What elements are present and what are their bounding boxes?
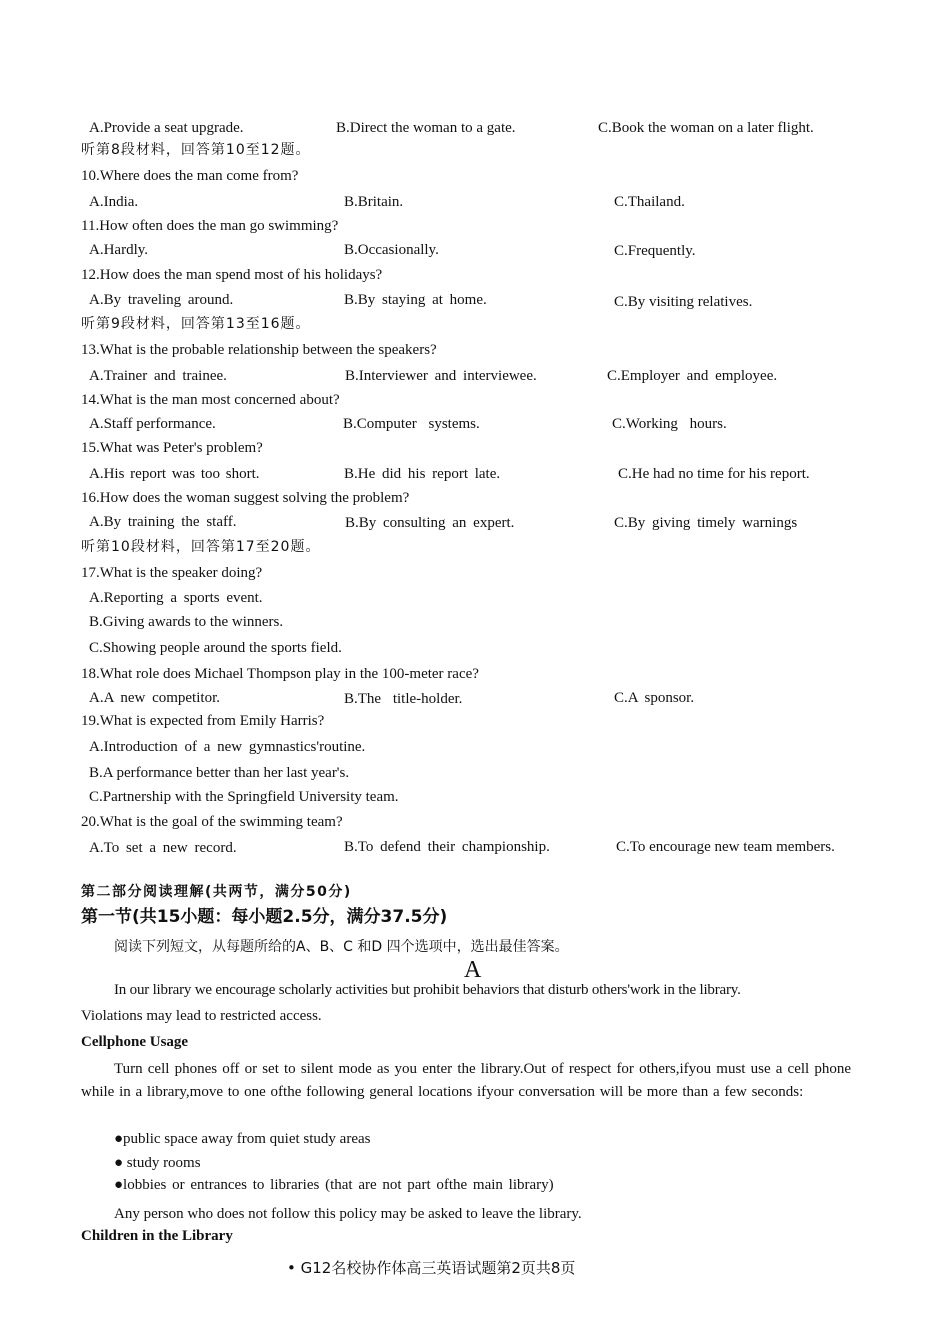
q18-option-b: B.The title-holder. xyxy=(344,691,463,707)
q13-option-c: C.Employer and employee. xyxy=(607,368,778,384)
q9-option-c: C.Book the woman on a later flight. xyxy=(598,120,814,136)
q13-stem: 13.What is the probable relationship between the speakers? xyxy=(81,342,437,358)
q15-option-c: C.He had no time for his report. xyxy=(618,466,810,482)
q15-option-b: B.He did his report late. xyxy=(344,466,501,482)
q12-option-c: C.By visiting relatives. xyxy=(614,294,753,310)
q19-option-c: C.Partnership with the Springfield University team. xyxy=(89,789,399,805)
q20-option-c: C.To encourage new team members. xyxy=(616,839,835,855)
q20-stem: 20.What is the goal of the swimming team? xyxy=(81,814,343,830)
q9-option-b: B.Direct the woman to a gate. xyxy=(336,120,516,136)
q12-option-b: B.By staying at home. xyxy=(344,292,487,308)
passage-intro-line-2: Violations may lead to restricted access. xyxy=(81,1008,322,1024)
q14-stem: 14.What is the man most concerned about? xyxy=(81,392,340,408)
q12-stem: 12.How does the man spend most of his holidays? xyxy=(81,267,383,283)
q10-option-c: C.Thailand. xyxy=(614,194,685,210)
q19-option-b: B.A performance better than her last year's. xyxy=(89,765,350,781)
section-1-title: 第一节(共15小题：每小题2.5分，满分37.5分) xyxy=(81,907,448,927)
q16-option-c: C.By giving timely warnings xyxy=(614,515,798,531)
q13-option-a: A.Trainer and trainee. xyxy=(89,368,227,384)
q14-option-b: B.Computer systems. xyxy=(343,416,480,432)
q9-option-a: A.Provide a seat upgrade. xyxy=(89,120,244,136)
q18-stem: 18.What role does Michael Thompson play in the 100-meter race? xyxy=(81,666,479,682)
q14-option-a: A.Staff performance. xyxy=(89,416,216,432)
q16-option-b: B.By consulting an expert. xyxy=(345,515,515,531)
bullet-lobbies: ●lobbies or entrances to libraries (that are not part ofthe main library) xyxy=(114,1177,554,1193)
cellphone-paragraph: Turn cell phones off or set to silent mode as you enter the library.Out of respect for others,ifyou must use a cell phone while in a library,move to one ofthe following general locations ifyour conversation will be more than a few seconds: xyxy=(81,1061,851,1100)
q11-option-a: A.Hardly. xyxy=(89,242,149,258)
passage-intro-line-1: In our library we encourage scholarly activities but prohibit behaviors that disturb others'work in the library. xyxy=(114,982,741,998)
page-footer: • G12名校协作体高三英语试题第2页共8页 xyxy=(287,1259,576,1277)
heading-children-in-library: Children in the Library xyxy=(81,1228,233,1244)
policy-paragraph: Any person who does not follow this policy may be asked to leave the library. xyxy=(114,1206,582,1222)
part-2-title: 第二部分阅读理解(共两节，满分50分) xyxy=(81,884,352,900)
q10-stem: 10.Where does the man come from? xyxy=(81,168,299,184)
bullet-study-rooms: ● study rooms xyxy=(114,1155,201,1171)
q19-option-a: A.Introduction of a new gymnastics'routine. xyxy=(89,739,366,755)
bullet-public-space: ●public space away from quiet study areas xyxy=(114,1131,371,1147)
q10-option-b: B.Britain. xyxy=(344,194,404,210)
q18-option-c: C.A sponsor. xyxy=(614,690,695,706)
q15-stem: 15.What was Peter's problem? xyxy=(81,440,263,456)
q17-option-a: A.Reporting a sports event. xyxy=(89,590,263,606)
q13-option-b: B.Interviewer and interviewee. xyxy=(345,368,537,384)
q11-option-c: C.Frequently. xyxy=(614,243,696,259)
q20-option-b: B.To defend their championship. xyxy=(344,839,550,855)
section-8-instruction: 听第8段材料，回答第10至12题。 xyxy=(81,142,311,158)
q10-option-a: A.India. xyxy=(89,194,139,210)
q17-option-c: C.Showing people around the sports field. xyxy=(89,640,342,656)
heading-cellphone-usage: Cellphone Usage xyxy=(81,1034,189,1050)
q16-option-a: A.By training the staff. xyxy=(89,514,237,530)
q19-stem: 19.What is expected from Emily Harris? xyxy=(81,713,325,729)
q18-option-a: A.A new competitor. xyxy=(89,690,220,706)
q15-option-a: A.His report was too short. xyxy=(89,466,260,482)
q20-option-a: A.To set a new record. xyxy=(89,840,237,856)
passage-letter: A xyxy=(464,957,482,983)
q11-option-b: B.Occasionally. xyxy=(344,242,439,258)
q16-stem: 16.How does the woman suggest solving the problem? xyxy=(81,490,410,506)
section-9-instruction: 听第9段材料，回答第13至16题。 xyxy=(81,316,311,332)
reading-instruction: 阅读下列短文，从每题所给的A、B、C 和D 四个选项中，选出最佳答案。 xyxy=(114,939,569,955)
q17-option-b: B.Giving awards to the winners. xyxy=(89,614,284,630)
section-10-instruction: 听第10段材料，回答第17至20题。 xyxy=(81,539,321,555)
q14-option-c: C.Working hours. xyxy=(612,416,727,432)
q11-stem: 11.How often does the man go swimming? xyxy=(81,218,339,234)
q12-option-a: A.By traveling around. xyxy=(89,292,234,308)
q17-stem: 17.What is the speaker doing? xyxy=(81,565,263,581)
